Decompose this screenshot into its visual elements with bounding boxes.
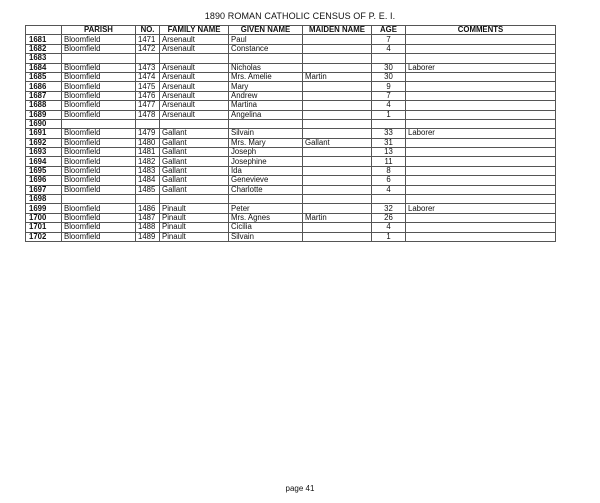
parish-cell xyxy=(62,119,136,128)
parish-cell: Bloomfield xyxy=(62,72,136,81)
row-number-cell: 1691 xyxy=(26,129,62,138)
maiden-name-cell xyxy=(303,35,372,44)
table-row xyxy=(26,204,556,213)
family-name-cell xyxy=(160,119,229,128)
given-name-cell: Josephine xyxy=(229,157,303,166)
comments-cell xyxy=(406,138,556,147)
parish-cell: Bloomfield xyxy=(62,176,136,185)
age-header: AGE xyxy=(372,26,406,35)
no-cell: 1477 xyxy=(136,101,160,110)
no-cell: 1471 xyxy=(136,35,160,44)
given-name-header: GIVEN NAME xyxy=(229,26,303,35)
age-cell: 4 xyxy=(372,223,406,232)
parish-cell: Bloomfield xyxy=(62,35,136,44)
no-cell: 1487 xyxy=(136,213,160,222)
maiden-name-cell xyxy=(303,232,372,241)
given-name-cell: Constance xyxy=(229,44,303,53)
family-name-cell: Arsenault xyxy=(160,63,229,72)
no-cell: 1484 xyxy=(136,176,160,185)
parish-cell: Bloomfield xyxy=(62,44,136,53)
comments-cell xyxy=(406,54,556,63)
maiden-name-cell xyxy=(303,204,372,213)
family-name-cell: Gallant xyxy=(160,176,229,185)
age-cell xyxy=(372,54,406,63)
family-name-cell: Arsenault xyxy=(160,101,229,110)
given-name-cell: Mrs. Mary xyxy=(229,138,303,147)
no-cell: 1489 xyxy=(136,232,160,241)
age-cell: 31 xyxy=(372,138,406,147)
age-cell: 7 xyxy=(372,35,406,44)
given-name-cell: Martina xyxy=(229,101,303,110)
comments-header: COMMENTS xyxy=(406,26,556,35)
table-row xyxy=(26,166,556,175)
no-cell: 1479 xyxy=(136,129,160,138)
comments-cell xyxy=(406,91,556,100)
table-row xyxy=(26,138,556,147)
maiden-name-cell xyxy=(303,148,372,157)
row-number-cell: 1694 xyxy=(26,157,62,166)
given-name-cell xyxy=(229,119,303,128)
maiden-name-cell xyxy=(303,185,372,194)
comments-cell xyxy=(406,195,556,204)
no-cell: 1486 xyxy=(136,204,160,213)
family-name-cell: Arsenault xyxy=(160,91,229,100)
parish-cell xyxy=(62,195,136,204)
no-cell xyxy=(136,195,160,204)
given-name-cell: Mrs. Amelie xyxy=(229,72,303,81)
table-row xyxy=(26,101,556,110)
given-name-cell: Andrew xyxy=(229,91,303,100)
given-name-cell: Paul xyxy=(229,35,303,44)
age-cell: 30 xyxy=(372,63,406,72)
no-cell: 1475 xyxy=(136,82,160,91)
comments-cell xyxy=(406,35,556,44)
comments-cell xyxy=(406,213,556,222)
age-cell xyxy=(372,119,406,128)
age-cell: 1 xyxy=(372,110,406,119)
table-row xyxy=(26,35,556,44)
family-name-cell: Arsenault xyxy=(160,82,229,91)
row-number-cell: 1682 xyxy=(26,44,62,53)
age-cell: 4 xyxy=(372,101,406,110)
table-row xyxy=(26,82,556,91)
table-row xyxy=(26,119,556,128)
age-cell: 33 xyxy=(372,129,406,138)
maiden-name-cell xyxy=(303,91,372,100)
no-cell: 1473 xyxy=(136,63,160,72)
no-cell: 1478 xyxy=(136,110,160,119)
table-row xyxy=(26,91,556,100)
parish-cell: Bloomfield xyxy=(62,129,136,138)
maiden-name-cell xyxy=(303,44,372,53)
parish-cell: Bloomfield xyxy=(62,148,136,157)
family-name-cell: Gallant xyxy=(160,166,229,175)
parish-header: PARISH xyxy=(62,26,136,35)
table-row xyxy=(26,232,556,241)
family-name-cell: Pinault xyxy=(160,213,229,222)
row-number-cell: 1687 xyxy=(26,91,62,100)
page-number: page 41 xyxy=(285,484,315,493)
row-number-cell: 1700 xyxy=(26,213,62,222)
maiden-name-cell xyxy=(303,119,372,128)
family-name-cell: Gallant xyxy=(160,138,229,147)
parish-cell: Bloomfield xyxy=(62,185,136,194)
no-cell: 1481 xyxy=(136,148,160,157)
no-cell: 1482 xyxy=(136,157,160,166)
age-cell: 30 xyxy=(372,72,406,81)
table-row xyxy=(26,157,556,166)
comments-cell xyxy=(406,44,556,53)
maiden-name-cell xyxy=(303,110,372,119)
age-cell: 4 xyxy=(372,185,406,194)
comments-cell xyxy=(406,232,556,241)
parish-cell: Bloomfield xyxy=(62,110,136,119)
age-cell: 11 xyxy=(372,157,406,166)
table-row xyxy=(26,72,556,81)
table-row xyxy=(26,176,556,185)
comments-cell xyxy=(406,223,556,232)
maiden-name-cell xyxy=(303,157,372,166)
family-name-cell: Gallant xyxy=(160,129,229,138)
given-name-cell: Cicilia xyxy=(229,223,303,232)
table-body xyxy=(26,35,556,242)
no-cell: 1474 xyxy=(136,72,160,81)
given-name-cell: Ida xyxy=(229,166,303,175)
maiden-name-cell xyxy=(303,129,372,138)
comments-cell xyxy=(406,176,556,185)
row-number-cell: 1693 xyxy=(26,148,62,157)
no-header: NO. xyxy=(136,26,160,35)
maiden-name-cell xyxy=(303,82,372,91)
page-title: 1890 ROMAN CATHOLIC CENSUS OF P. E. I. xyxy=(204,11,396,21)
family-name-cell: Pinault xyxy=(160,223,229,232)
row-number-cell: 1690 xyxy=(26,119,62,128)
row-number-cell: 1681 xyxy=(26,35,62,44)
comments-cell: Laborer xyxy=(406,129,556,138)
age-cell: 32 xyxy=(372,204,406,213)
row-number-cell: 1688 xyxy=(26,101,62,110)
given-name-cell: Mary xyxy=(229,82,303,91)
family-name-cell: Arsenault xyxy=(160,110,229,119)
family-name-cell: Gallant xyxy=(160,185,229,194)
given-name-cell: Silvain xyxy=(229,129,303,138)
parish-cell: Bloomfield xyxy=(62,166,136,175)
row-number-cell: 1689 xyxy=(26,110,62,119)
given-name-cell xyxy=(229,195,303,204)
age-cell: 7 xyxy=(372,91,406,100)
row-number-cell: 1701 xyxy=(26,223,62,232)
maiden-name-cell xyxy=(303,101,372,110)
row-number-cell: 1698 xyxy=(26,195,62,204)
age-cell: 6 xyxy=(372,176,406,185)
family-name-cell xyxy=(160,195,229,204)
comments-cell xyxy=(406,148,556,157)
comments-cell xyxy=(406,82,556,91)
age-cell: 26 xyxy=(372,213,406,222)
age-cell xyxy=(372,195,406,204)
parish-cell: Bloomfield xyxy=(62,204,136,213)
row-number-cell: 1685 xyxy=(26,72,62,81)
age-cell: 1 xyxy=(372,232,406,241)
no-cell: 1485 xyxy=(136,185,160,194)
row-number-cell: 1686 xyxy=(26,82,62,91)
parish-cell: Bloomfield xyxy=(62,157,136,166)
no-cell: 1483 xyxy=(136,166,160,175)
table-row xyxy=(26,44,556,53)
family-name-cell: Arsenault xyxy=(160,72,229,81)
row-number-cell: 1683 xyxy=(26,54,62,63)
parish-cell: Bloomfield xyxy=(62,232,136,241)
age-cell: 13 xyxy=(372,148,406,157)
row-number-cell: 1684 xyxy=(26,63,62,72)
family-name-cell: Pinault xyxy=(160,204,229,213)
no-cell xyxy=(136,119,160,128)
table-row xyxy=(26,63,556,72)
parish-cell: Bloomfield xyxy=(62,91,136,100)
maiden-name-cell xyxy=(303,223,372,232)
given-name-cell: Nicholas xyxy=(229,63,303,72)
family-name-cell: Gallant xyxy=(160,148,229,157)
comments-cell xyxy=(406,101,556,110)
given-name-cell: Angelina xyxy=(229,110,303,119)
parish-cell: Bloomfield xyxy=(62,101,136,110)
parish-cell: Bloomfield xyxy=(62,63,136,72)
given-name-cell: Peter xyxy=(229,204,303,213)
family-name-cell: Arsenault xyxy=(160,35,229,44)
row-number-header xyxy=(26,26,62,35)
header-row xyxy=(26,26,556,35)
given-name-cell xyxy=(229,54,303,63)
table-header xyxy=(26,26,556,35)
maiden-name-cell xyxy=(303,176,372,185)
row-number-cell: 1692 xyxy=(26,138,62,147)
row-number-cell: 1702 xyxy=(26,232,62,241)
comments-cell xyxy=(406,119,556,128)
maiden-name-cell xyxy=(303,195,372,204)
parish-cell: Bloomfield xyxy=(62,223,136,232)
family-name-cell: Pinault xyxy=(160,232,229,241)
table-row xyxy=(26,185,556,194)
age-cell: 8 xyxy=(372,166,406,175)
maiden-name-cell: Gallant xyxy=(303,138,372,147)
family-name-cell: Arsenault xyxy=(160,44,229,53)
comments-cell xyxy=(406,166,556,175)
row-number-cell: 1699 xyxy=(26,204,62,213)
age-cell: 4 xyxy=(372,44,406,53)
table-row xyxy=(26,213,556,222)
comments-cell: Laborer xyxy=(406,204,556,213)
census-table xyxy=(25,25,556,242)
maiden-name-cell xyxy=(303,166,372,175)
given-name-cell: Silvain xyxy=(229,232,303,241)
parish-cell: Bloomfield xyxy=(62,213,136,222)
parish-cell: Bloomfield xyxy=(62,138,136,147)
comments-cell xyxy=(406,72,556,81)
comments-cell xyxy=(406,157,556,166)
no-cell: 1476 xyxy=(136,91,160,100)
family-name-header: FAMILY NAME xyxy=(160,26,229,35)
row-number-cell: 1695 xyxy=(26,166,62,175)
maiden-name-cell xyxy=(303,63,372,72)
table-row xyxy=(26,223,556,232)
maiden-name-cell xyxy=(303,54,372,63)
given-name-cell: Charlotte xyxy=(229,185,303,194)
age-cell: 9 xyxy=(372,82,406,91)
given-name-cell: Genevieve xyxy=(229,176,303,185)
parish-cell: Bloomfield xyxy=(62,82,136,91)
no-cell: 1480 xyxy=(136,138,160,147)
table-row xyxy=(26,110,556,119)
table-row xyxy=(26,129,556,138)
maiden-name-cell: Martin xyxy=(303,72,372,81)
row-number-cell: 1697 xyxy=(26,185,62,194)
table-row xyxy=(26,148,556,157)
table-row xyxy=(26,54,556,63)
comments-cell xyxy=(406,110,556,119)
comments-cell: Laborer xyxy=(406,63,556,72)
row-number-cell: 1696 xyxy=(26,176,62,185)
family-name-cell: Gallant xyxy=(160,157,229,166)
parish-cell xyxy=(62,54,136,63)
given-name-cell: Joseph xyxy=(229,148,303,157)
family-name-cell xyxy=(160,54,229,63)
given-name-cell: Mrs. Agnes xyxy=(229,213,303,222)
maiden-name-header: MAIDEN NAME xyxy=(303,26,372,35)
no-cell: 1488 xyxy=(136,223,160,232)
comments-cell xyxy=(406,185,556,194)
no-cell: 1472 xyxy=(136,44,160,53)
maiden-name-cell: Martin xyxy=(303,213,372,222)
table-row xyxy=(26,195,556,204)
no-cell xyxy=(136,54,160,63)
